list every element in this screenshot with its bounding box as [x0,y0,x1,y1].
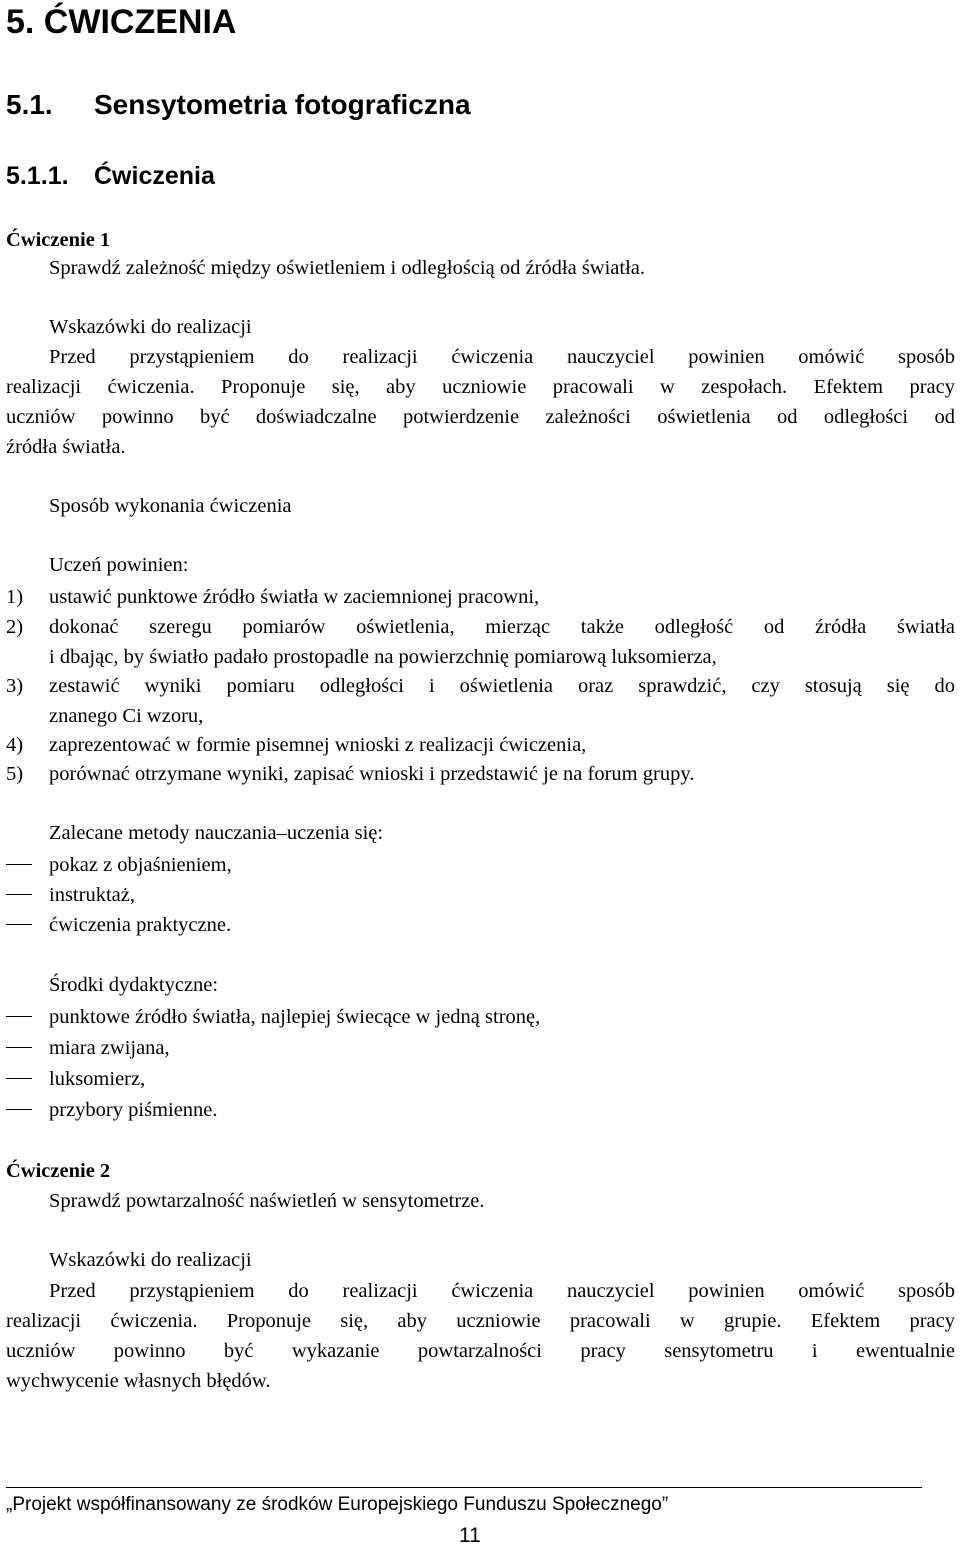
exercise-1-student-intro: Uczeń powinien: [49,554,189,576]
dash-bullet [6,1047,32,1048]
exercise-1-method-title: Sposób wykonania ćwiczenia [49,495,292,517]
subsection-title: Ćwiczenia [94,162,215,190]
step-number: 5) [6,763,24,785]
section-number: 5.1. [6,89,53,120]
method-item: pokaz z objaśnieniem, [49,854,232,876]
step-number: 1) [6,586,24,608]
step-text: zestawić wyniki pomiaru odległości i oświetlenia oraz sprawdzić, czy stosują się do [49,675,955,697]
resource-item: punktowe źródło światła, najlepiej świecące w jedną stronę, [49,1006,541,1028]
exercise-1-title: Ćwiczenie 1 [6,229,111,251]
methods-title: Zalecane metody nauczania–uczenia się: [49,822,384,844]
exercise-2-hints-line: realizacji ćwiczenia. Proponuje się, aby uczniowie pracowali w grupie. Efektem pracy [6,1310,955,1332]
footer-divider [6,1487,922,1488]
section-title: Sensytometria fotograficzna [94,89,471,120]
step-number: 4) [6,734,24,756]
exercise-1-hints-title: Wskazówki do realizacji [49,316,252,338]
dash-bullet [6,864,32,865]
step-text: dokonać szeregu pomiarów oświetlenia, mierząc także odległość od źródła światła [49,616,955,638]
dash-bullet [6,1016,32,1017]
exercise-1-hints-line: źródła światła. [6,436,126,458]
method-item: ćwiczenia praktyczne. [49,914,232,936]
step-text: ustawić punktowe źródło światła w zaciemnionej pracowni, [49,586,540,608]
dash-bullet [6,894,32,895]
step-text: zaprezentować w formie pisemnej wnioski z realizacji ćwiczenia, [49,734,587,756]
exercise-1-hints-line: Przed przystąpieniem do realizacji ćwiczenia nauczyciel powinien omówić sposób [49,346,955,368]
dash-bullet [6,1078,32,1079]
step-number: 2) [6,616,24,638]
exercise-2-hints-title: Wskazówki do realizacji [49,1249,252,1271]
exercise-2-hints-line: uczniów powinno być wykazanie powtarzalności pracy sensytometru i ewentualnie [6,1340,955,1362]
resource-item: luksomierz, [49,1068,146,1090]
chapter-heading: 5. ĆWICZENIA [6,3,237,41]
exercise-2-hints-line: Przed przystąpieniem do realizacji ćwiczenia nauczyciel powinien omówić sposób [49,1280,955,1302]
subsection-number: 5.1.1. [6,162,69,190]
dash-bullet [6,924,32,925]
step-text: i dbając, by światło padało prostopadle na powierzchnię pomiarową luksomierza, [49,646,717,668]
exercise-1-hints-line: uczniów powinno być doświadczalne potwierdzenie zależności oświetlenia od odległości od [6,406,955,428]
exercise-2-hints-line: wychwycenie własnych błędów. [6,1370,271,1392]
page-number: 11 [459,1524,481,1547]
resources-title: Środki dydaktyczne: [49,974,219,996]
exercise-1-task: Sprawdź zależność między oświetleniem i odległością od źródła światła. [49,257,646,279]
exercise-2-title: Ćwiczenie 2 [6,1160,111,1182]
resource-item: miara zwijana, [49,1037,170,1059]
step-text: znanego Ci wzoru, [49,705,204,727]
exercise-1-hints-line: realizacji ćwiczenia. Proponuje się, aby uczniowie pracowali w zespołach. Efektem pracy [6,376,955,398]
dash-bullet [6,1109,32,1110]
step-text: porównać otrzymane wyniki, zapisać wnioski i przedstawić je na forum grupy. [49,763,695,785]
step-number: 3) [6,675,24,697]
exercise-2-task: Sprawdź powtarzalność naświetleń w sensytometrze. [49,1190,485,1212]
method-item: instruktaż, [49,884,135,906]
footer-project-note: „Projekt współfinansowany ze środków Europejskiego Funduszu Społecznego” [6,1494,669,1515]
resource-item: przybory piśmienne. [49,1099,218,1121]
